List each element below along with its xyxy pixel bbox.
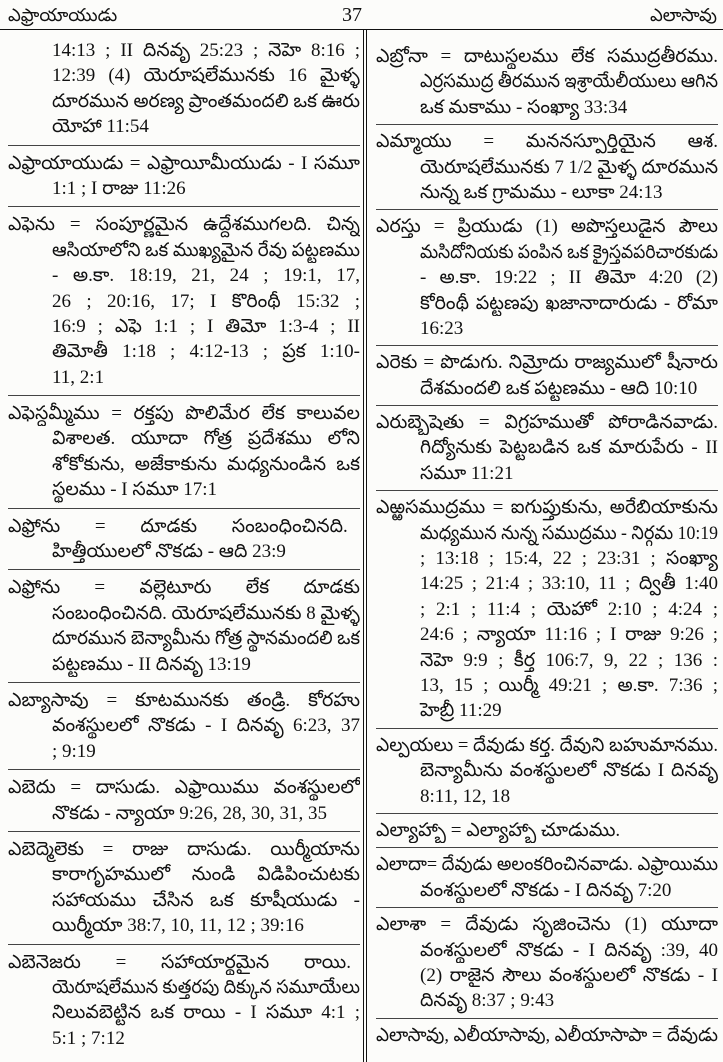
entry-headline [8,575,360,600]
entry-line-text: ఎరెకు = పొడుగు. నిమ్రోదు రాజ్యములో షీనారు [376,352,718,374]
entry-line [376,963,718,988]
entry-line-text: 5:1 ; 7:12 [52,1027,125,1049]
entry-line [8,38,360,63]
page-number [322,3,382,27]
entry-line-text: విశాలత. యూదా గోత్ర ప్రదేశము లోని [52,428,360,450]
entry-line-text: ఎరస్తు = ప్రియుడు (1) అపొస్తలుడైన పౌలు [376,216,718,238]
entry-line [376,546,718,571]
entry-line [376,622,718,647]
entry-line [8,913,360,938]
dictionary-entry [8,688,360,764]
entry-separator [8,145,360,146]
entry-line-text: వంశస్థులలో నొకడు - I దినవృ 7:20 [420,879,672,901]
entry-separator [8,769,360,770]
entry-headline [8,837,360,862]
entry-separator [376,847,718,848]
running-head-left [8,3,208,27]
entry-separator [8,682,360,683]
entry-line-text: బెన్యామీను వంశస్థులలో నొకడు I దినవృ [420,760,718,782]
entry-separator [376,907,718,908]
entry-headline [376,129,718,154]
entry-headline [8,950,360,975]
entry-line [8,713,360,738]
entry-line [376,938,718,963]
entry-separator [8,206,360,207]
dictionary-entry [376,350,718,401]
entry-line [8,801,360,826]
dictionary-entry [8,401,360,503]
entry-line-text: 14:25 ; 21:4 ; 33:10, 11 ; ద్వితీ 1:40 [420,573,718,595]
dictionary-entry [376,44,718,120]
entry-line-text: ఎర్రసముద్ర తీరమున ఇశ్రాయేలీయులు ఆగిన [420,71,718,93]
entry-line-text: (2) రాజైన సౌలు వంశస్థులలో నొకడు - I [420,964,718,986]
entry-line [8,652,360,677]
entry-line-text: యెరూషలేమున కుత్తరపు దిక్కున సమూయేలు [52,976,360,998]
entry-line [8,539,360,564]
entry-line-text: నున్న ఒక గ్రామము - లూకా 24:13 [420,181,663,203]
entry-line-text: ఎఫ్రోను = దూడకు సంబంధించినది. [8,515,348,537]
running-head-left-text: ఎఫ్రాయాయుడు [8,5,118,25]
entry-line-text: ఎఫ్రోను = వల్లెటూరు లేక దూడకు [8,577,360,599]
dictionary-entry [376,912,718,1014]
entry-line [376,180,718,205]
entry-separator [376,728,718,729]
entry-line-text: ఎలాదా= దేవుడు అలంకరించినవాడు. ఎఫ్రాయిము [376,854,718,876]
column-divider [363,30,367,1062]
entry-line-text: 16:23 [420,317,464,339]
entry-line [8,477,360,502]
entry-line-text: కోరింథీ పట్టణపు ఖజానాదారుడు - రోమా [420,292,718,314]
entry-line [8,114,360,139]
entry-line-text: ఎబెద్మెలెకు = రాజు దాసుడు. యిర్మీయాను [8,838,360,860]
entry-line-text: ; 13:18 ; 15:4, 22 ; 23:31 ; సంఖ్యా [420,548,718,570]
entry-line [8,1000,360,1025]
dictionary-entry [8,837,360,939]
entry-line [376,69,718,94]
dictionary-entry [8,514,360,565]
entry-line-text: నొకడు - న్యాయా 9:26, 28, 30, 31, 35 [52,802,328,824]
entry-separator [376,209,718,210]
entry-line-text: సమూ 11:21 [420,462,514,484]
entry-line-text: దేశమందలి ఒక పట్టణము - ఆది 10:10 [420,377,698,399]
entry-separator [8,831,360,832]
entry-separator [376,345,718,346]
entry-line-text: నిలువబెట్టిన ఒక రాయి - I సమూ 4:1 ; [52,1002,360,1024]
entry-line-text: ఎఫెను = సంపూర్ణమైన ఉద్దేశముగలది. చిన్న [8,214,360,236]
entry-line-text: మసిదోనియకు పంపిన ఒక క్రైస్తవపరిచారకుడు [420,241,718,263]
entry-line-text: ఎమ్మాయు = మననస్పూర్తియైన ఆశ. [376,131,718,153]
entry-line [8,601,360,626]
entry-line [376,435,718,460]
dictionary-entry [8,38,360,140]
entry-line-text: దూరమున అరణ్య ప్రాంతమందలి ఒక ఊరు [52,90,360,112]
dictionary-entry [376,214,718,341]
entry-line [376,461,718,486]
page-number-text: 37 [342,4,362,26]
entry-separator [376,405,718,406]
entry-line [8,426,360,451]
entry-line-text: దూరమున బెన్యామీను గోత్ర స్థానమందలి ఒక [52,628,360,650]
dictionary-entry [8,775,360,826]
entry-line [8,238,360,263]
entry-headline [8,151,360,176]
entry-headline [8,688,360,713]
entry-line-text: 8:11, 12, 18 [420,785,511,807]
entry-line [8,339,360,364]
entry-line-text: గిద్యోనుకు పెట్టబడిన ఒక మారుపేరు - II [420,437,718,459]
entry-line-text: ; 2:1 ; 11:4 ; యెహో 2:10 ; 4:24 ; [420,598,718,620]
running-header [0,0,723,30]
entry-line-text: ఎబెదు = దాసుడు. ఎఫ్రాయిము వంశస్థులలో [8,777,360,799]
dictionary-entry [376,852,718,903]
entry-line [376,95,718,120]
entry-line-text: ఒక మకాము - సంఖ్యా 33:34 [420,96,628,118]
dictionary-entry [8,950,360,1052]
entry-line-text: 14:13 ; II దినవృ 25:23 ; నెహె 8:16 ; [52,40,360,61]
entry-line-text: 26 ; 20:16, 17; I కొరింథీ 15:32 ; [52,290,360,312]
entry-headline [376,214,718,239]
entry-line-text: శోకోకును, అజేకాకును మధ్యనుండిన ఒక [52,453,360,475]
entry-line [8,263,360,288]
entry-separator [376,124,718,125]
entry-line-text: ఎల్యాహ్బా = ఎల్యాహ్బా చూడుము. [376,819,621,841]
entry-line-text: ఎఫెస్దమ్మీము = రక్తపు పొలిమేర లేక కాలువల [8,403,360,425]
dictionary-entry [376,1023,718,1048]
entry-line-text: హిత్తీయులలో నొకడు - ఆది 23:9 [52,541,286,563]
entry-separator [8,508,360,509]
entry-line [376,698,718,723]
entry-line-text: 13, 15 ; యిర్మీ 49:21 ; అ.కా. 7:36 ; [420,674,718,696]
entry-headline [8,775,360,800]
entry-headline [376,495,718,520]
entry-line [8,314,360,339]
entry-line-text: హెబ్రీ 11:29 [420,700,502,722]
dictionary-entry [376,410,718,486]
entry-line-text: తిమోతీ 1:18 ; 4:12-13 ; ప్రక 1:10- [52,341,360,363]
entry-line [376,376,718,401]
entry-line-text: ఎఱ్ఱసముద్రము = ఐగుప్తుకును, అరేబియాకును [376,497,718,519]
entry-separator [376,1018,718,1019]
dictionary-entry [376,129,718,205]
entry-line-text: యెరూషలేమునకు 7 1/2 మైళ్ళ దూరమున [420,156,718,178]
entry-headline [376,44,718,69]
entry-headline [376,350,718,375]
entry-line [376,988,718,1013]
entry-headline [376,912,718,937]
entry-line-text: 24:6 ; న్యాయా 11:16 ; I రాజు 9:26 ; [420,624,718,646]
entry-line [376,155,718,180]
entry-line-text: కారాగృహములో నుండి విడిపించుటకు [52,864,360,886]
entry-line-text: ఎలాసావు, ఎలీయాసావు, ఎలీయాసాపా = దేవుడు [376,1024,718,1046]
entry-line [376,878,718,903]
entry-line-text: సంబంధించినది. యెరూషలేమునకు 8 మైళ్ళ [52,602,360,624]
dictionary-entry [8,212,360,390]
entry-line [376,316,718,341]
entry-headline [8,401,360,426]
entry-line [8,1026,360,1051]
entry-line-text: దినవృ 8:37 ; 9:43 [420,990,555,1012]
entry-line-text: ఎబ్రోనా = దాటుస్థలము లేక సముద్రతీరము. [376,46,718,67]
entry-line-text: ఎలాశా = దేవుడు సృజించెను (1) యూదా [376,914,718,936]
entry-separator [8,395,360,396]
dictionary-entry [8,151,360,202]
entry-line [8,365,360,390]
entry-line-text: ఎల్పయలు = దేవుడు కర్త. దేవుని బహుమానము. [376,734,718,756]
left-column [8,38,360,1051]
entry-headline [376,852,718,877]
entry-line [376,784,718,809]
dictionary-entry [376,495,718,724]
entry-separator [8,944,360,945]
entry-line-text: ఎబ్యాసావు = కూటమునకు తండ్రి. కోరహు [8,689,360,711]
entry-headline [376,410,718,435]
entry-headline [8,212,360,237]
entry-line-text: 12:39 (4) యెరూషలేమునకు 16 మైళ్ళ [52,65,360,87]
entry-line [376,240,718,265]
entry-line [8,626,360,651]
dictionary-entry [376,818,718,843]
entry-line [376,291,718,316]
entry-separator [376,813,718,814]
entry-line [376,597,718,622]
entry-headline [376,733,718,758]
entry-line [8,89,360,114]
entry-line-text: 1:1 ; I రాజు 11:26 [52,177,186,199]
entry-line-text: ఎరుబ్బెషెతు = విగ్రహముతో పోరాడినవాడు. [376,412,718,434]
entry-line-text: యిర్మీయా 38:7, 10, 11, 12 ; 39:16 [52,915,304,937]
entry-headline [376,818,718,843]
entry-line-text: ఎబెనెజరు = సహాయార్థమైన రాయి. [8,951,351,973]
entry-line-text: మధ్యమున నున్న సముద్రము - నిర్గమ 10:19 [420,522,718,544]
entry-line-text: స్థలము - I సమూ 17:1 [52,479,218,501]
entry-line-text: యోహా 11:54 [52,116,149,138]
entry-line-text: నెహె 9:9 ; కీర్త 106:7, 9, 22 ; 136 : [420,649,718,671]
entry-line [8,63,360,88]
entry-line [8,888,360,913]
entry-line [8,452,360,477]
dictionary-entry [8,575,360,677]
entry-line-text: 16:9 ; ఎఫె 1:1 ; I తిమో 1:3-4 ; II [52,315,360,337]
entry-line-text: సహాయము చేసిన ఒక కూషీయుడు - [52,889,360,911]
dictionary-entry [376,733,718,809]
entry-line [8,975,360,1000]
entry-line-text: ఎఫ్రాయాయుడు = ఎఫ్రాయీమీయుడు - I సమూ [8,152,360,174]
entry-line-text: ఆసియాలోని ఒక ముఖ్యమైన రేవు పట్టణము [52,239,360,261]
entry-line [376,521,718,546]
entry-line [8,862,360,887]
running-head-right [517,3,717,27]
entry-line [376,673,718,698]
entry-line-text: 11, 2:1 [52,366,105,388]
entry-line-text: - అ.కా. 19:22 ; II తిమో 4:20 (2) [420,267,718,289]
entry-separator [376,490,718,491]
entry-line [376,648,718,673]
entry-line-text: పట్టణము - II దినవృ 13:19 [52,653,251,675]
entry-headline [376,1023,718,1048]
entry-headline [8,514,360,539]
entry-separator [8,569,360,570]
entry-line [8,289,360,314]
right-column [376,44,718,1048]
entry-line-text: వంశస్థులలో నొకడు - I దినవృ 6:23, 37 [52,715,360,737]
entry-line [376,265,718,290]
entry-line [376,571,718,596]
entry-line-text: వంశస్థులలో నొకడు - I దినవృ :39, 40 [420,939,718,961]
entry-line [8,739,360,764]
entry-line-text: ; 9:19 [52,740,96,762]
entry-line-text: - అ.కా. 18:19, 21, 24 ; 19:1, 17, [52,265,360,287]
running-head-right-text: ఎలాసావు [649,5,717,25]
entry-line [376,758,718,783]
entry-line [8,176,360,201]
